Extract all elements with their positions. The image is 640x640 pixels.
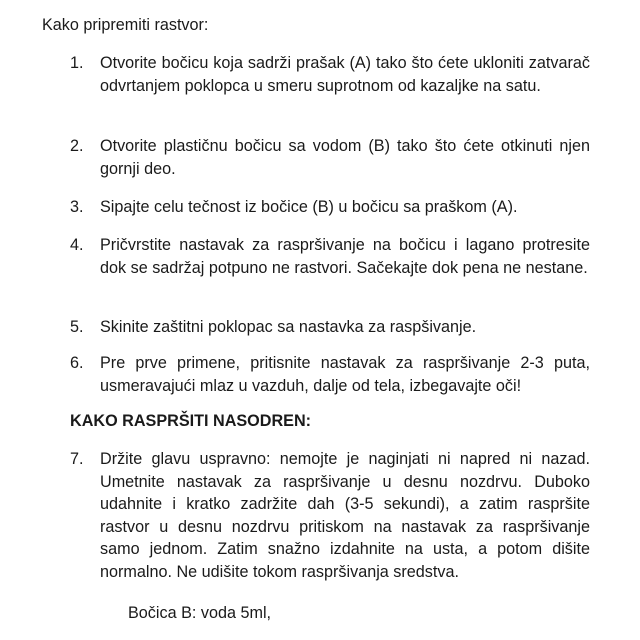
step-number: 3.: [70, 198, 84, 216]
list-item: [70, 196, 590, 219]
step-number: 6.: [70, 354, 84, 372]
step-text: Pričvrstite nastavak za raspršivanje na bočicu i lagano protresite dok se sadržaj potpuno ne rastvori. Sačekajte dok pena ne nestane.: [100, 236, 590, 277]
list-item: [70, 52, 590, 97]
note-text: Bočica B: voda 5ml,: [128, 604, 272, 622]
list-item: [70, 448, 590, 583]
step-text: Sipajte celu tečnost iz bočice (B) u bočicu sa praškom (A).: [100, 198, 518, 216]
list-item: [70, 316, 590, 339]
step-number: 5.: [70, 318, 84, 336]
step-text: Otvorite plastičnu bočicu sa vodom (B) tako što ćete otkinuti njen gornji deo.: [100, 137, 590, 178]
section-heading: KAKO RASPRŠITI NASODREN:: [70, 412, 312, 430]
list-item: [70, 234, 590, 279]
step-number: 7.: [70, 450, 84, 468]
step-text: Otvorite bočicu koja sadrži prašak (A) tako što ćete ukloniti zatvarač odvrtanjem poklopca u smeru suprotnom od kazaljke na satu.: [100, 54, 590, 95]
intro-text: Kako pripremiti rastvor:: [42, 16, 209, 34]
step-text: Pre prve primene, pritisnite nastavak za raspršivanje 2-3 puta, usmeravajući mlaz u vazduh, dalje od tela, izbegavajte oči!: [100, 354, 590, 395]
step-number: 1.: [70, 54, 84, 72]
step-text: Držite glavu uspravno: nemojte je naginjati ni napred ni nazad. Umetnite nastavak za raspršivanje u desnu nozdrvu. Duboko udahnite i kratko zadržite dah (3-5 sekundi), a zatim raspršite rastvor u desnu nozdrvu pritiskom na nastavak za raspršivanje samo jednom. Zatim snažno izdahnite na usta, a potom dišite normalno. Ne udišite tokom raspršivanja sredstva.: [100, 450, 590, 581]
list-item: [70, 352, 590, 397]
step-number: 2.: [70, 137, 84, 155]
step-text: Skinite zaštitni poklopac sa nastavka za raspšivanje.: [100, 318, 477, 336]
list-item: [70, 135, 590, 180]
step-number: 4.: [70, 236, 84, 254]
